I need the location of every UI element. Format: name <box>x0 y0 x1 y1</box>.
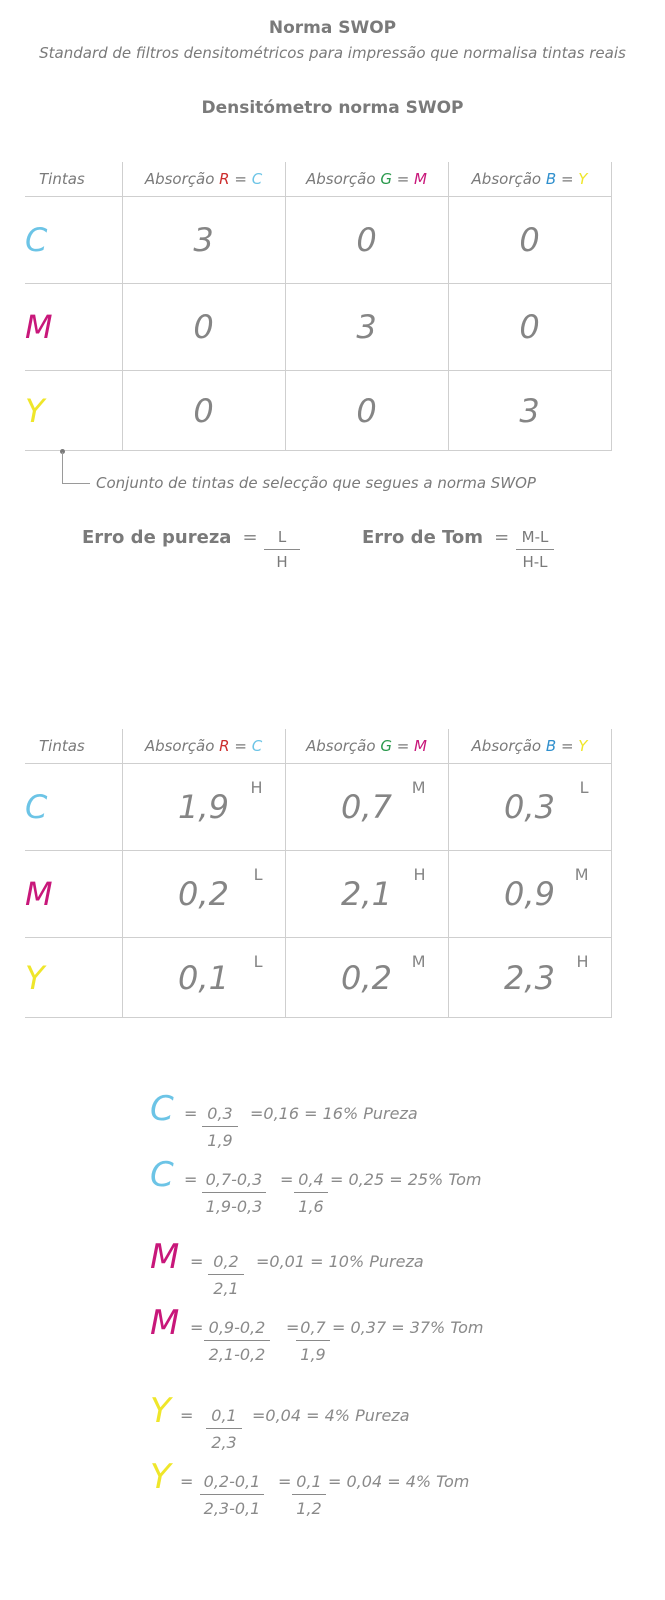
table-cell: 1,9 H <box>122 764 285 851</box>
leader-line <box>62 452 63 484</box>
formula-tom-fraction: M-L H-L <box>516 528 554 571</box>
calc-letter: Y <box>150 1391 171 1431</box>
header-absorcao-r: Absorção R = C <box>122 162 285 197</box>
header-absorcao-g: Absorção G = M <box>285 162 448 197</box>
formula-pureza-label: Erro de pureza <box>82 527 232 548</box>
row-label-m: M <box>25 284 122 371</box>
section-title: Densitómetro norma SWOP <box>201 98 464 118</box>
table-header-row <box>25 162 611 197</box>
swop-table <box>25 162 612 451</box>
table-cell: 0 <box>285 371 448 451</box>
table-cell: 0,1 L <box>122 938 285 1018</box>
table-row <box>25 851 611 938</box>
table-cell: 0,7 M <box>285 764 448 851</box>
table-row <box>25 938 611 1018</box>
table-cell: 0,3 L <box>448 764 611 851</box>
table-cell: 0,2 L <box>122 851 285 938</box>
table-row <box>25 197 611 284</box>
header-absorcao-g: Absorção G = M <box>285 729 448 764</box>
table-cell: 0 <box>448 284 611 371</box>
header-absorcao-r: Absorção R = C <box>122 729 285 764</box>
calc-result: =0,04 = 4% Pureza <box>252 1406 410 1425</box>
level-marker: M <box>411 952 426 971</box>
table-row <box>25 764 611 851</box>
formula-equals: = <box>494 527 510 548</box>
table-cell: 0 <box>285 197 448 284</box>
table-cell: 0 <box>448 197 611 284</box>
calc-result: =0,16 = 16% Pureza <box>250 1104 418 1123</box>
level-marker: L <box>579 778 589 797</box>
table-cell: 0,9 M <box>448 851 611 938</box>
table-cell: 3 <box>285 284 448 371</box>
calc-letter: C <box>150 1155 174 1195</box>
table-cell: 2,1 H <box>285 851 448 938</box>
formula-pureza-fraction: L H <box>264 528 300 571</box>
header-tintas: Tintas <box>25 162 122 197</box>
row-label-c: C <box>25 197 122 284</box>
page-title: Norma SWOP <box>268 18 397 38</box>
calc-letter: C <box>150 1089 174 1129</box>
page-subtitle: Standard de filtros densitométricos para impressão que normalisa tintas reais <box>39 44 626 62</box>
table-row <box>25 284 611 371</box>
table-row <box>25 371 611 451</box>
row-label-c: C <box>25 764 122 851</box>
level-marker: H <box>413 865 426 884</box>
level-marker: M <box>411 778 426 797</box>
calc-letter: M <box>150 1303 180 1343</box>
calc-result: = 0,37 = 37% Tom <box>332 1318 484 1337</box>
level-marker: L <box>253 952 263 971</box>
formula-equals: = <box>242 527 258 548</box>
leader-line-horizontal <box>62 483 90 484</box>
table-note: Conjunto de tintas de selecção que segues a norma SWOP <box>96 474 536 492</box>
row-label-y: Y <box>25 938 122 1018</box>
level-marker: L <box>253 865 263 884</box>
header-absorcao-b: Absorção B = Y <box>448 729 611 764</box>
calc-result: = 0,04 = 4% Tom <box>328 1472 470 1491</box>
table-cell: 0,2 M <box>285 938 448 1018</box>
formula-pureza <box>82 527 258 548</box>
table-cell: 2,3 H <box>448 938 611 1018</box>
table-cell: 3 <box>122 197 285 284</box>
table-cell: 0 <box>122 371 285 451</box>
table-cell: 0 <box>122 284 285 371</box>
header-tintas: Tintas <box>25 729 122 764</box>
row-label-m: M <box>25 851 122 938</box>
level-marker: M <box>574 865 589 884</box>
calc-result: = 0,25 = 25% Tom <box>330 1170 482 1189</box>
header-absorcao-b: Absorção B = Y <box>448 162 611 197</box>
row-label-y: Y <box>25 371 122 451</box>
table-header-row <box>25 729 611 764</box>
formula-tom-label: Erro de Tom <box>362 527 484 548</box>
table-cell: 3 <box>448 371 611 451</box>
calc-letter: M <box>150 1237 180 1277</box>
calc-letter: Y <box>150 1457 171 1497</box>
calc-result: =0,01 = 10% Pureza <box>256 1252 424 1271</box>
measured-table <box>25 729 612 1018</box>
level-marker: H <box>576 952 589 971</box>
formula-tom <box>362 527 509 548</box>
level-marker: H <box>250 778 263 797</box>
